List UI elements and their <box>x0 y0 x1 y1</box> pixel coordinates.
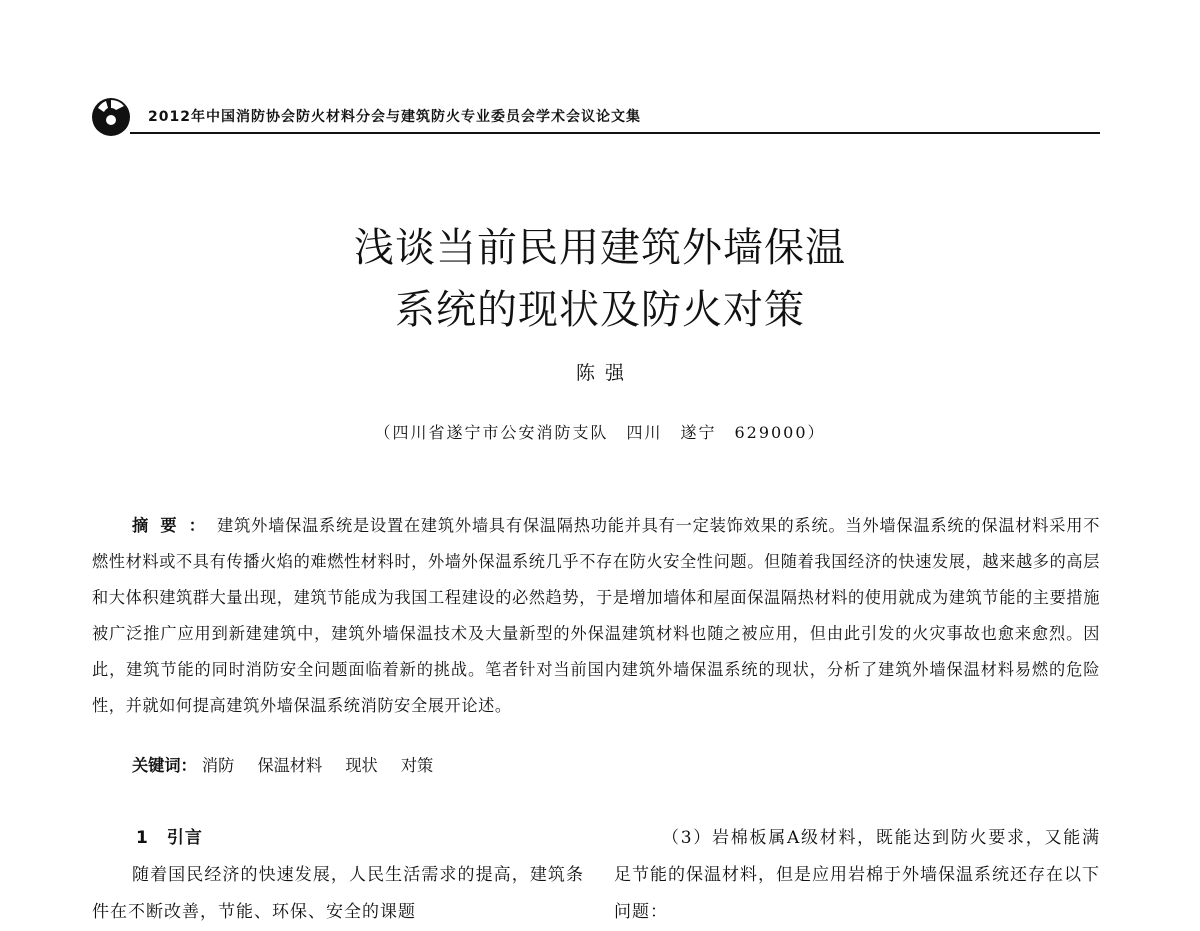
author-name: 陈强 <box>575 362 634 384</box>
running-title: 2012年中国消防协会防火材料分会与建筑防火专业委员会学术会议论文集 <box>148 109 641 125</box>
abstract-paragraph <box>92 508 1100 724</box>
keyword-item: 现状 <box>345 756 378 775</box>
body-paragraph: 随着国民经济的快速发展，人民生活需求的提高，建筑条件在不断改善，节能、环保、安全的课题 <box>92 865 584 922</box>
keyword-item: 保温材料 <box>257 756 323 775</box>
body-column-right <box>614 820 1100 931</box>
section-heading <box>92 820 584 857</box>
body-column-left <box>92 820 584 931</box>
abstract-text: 建筑外墙保温系统是设置在建筑外墙具有保温隔热功能并具有一定装饰效果的系统。当外墙保温系统的保温材料采用不燃性材料或不具有传播火焰的难燃性材料时，外墙外保温系统几乎不存在防火安全性问题。但随着我国经济的快速发展，越来越多的高层和大体积建筑群大量出现，建筑节能成为我国工程建设的必然趋势，于是增加墙体和屋面保温隔热材料的使用就成为建筑节能的主要措施被广泛推广应用到新建建筑中，建筑外墙保温技术及大量新型的外保温建筑材料也随之被应用，但由此引发的火灾事故也愈来愈烈。因此，建筑节能的同时消防安全问题面临着新的挑战。笔者针对当前国内建筑外墙保温系统的现状，分析了建筑外墙保温材料易燃的危险性，并就如何提高建筑外墙保温系统消防安全展开论述。 <box>92 516 1101 715</box>
header-rule <box>130 132 1100 134</box>
article-title-line-1: 浅谈当前民用建筑外墙保温 <box>354 225 846 271</box>
author-affiliation: （四川省遂宁市公安消防支队 四川 遂宁 629000） <box>374 423 826 442</box>
running-header <box>90 96 1100 138</box>
section-number: 1 <box>136 828 149 848</box>
section-title: 引言 <box>166 828 203 848</box>
emblem-logo <box>90 96 132 138</box>
keywords-label: 关键词： <box>132 756 197 775</box>
body-paragraph: （3）岩棉板属A级材料，既能达到防火要求，又能满足节能的保温材料，但是应用岩棉于外墙保温系统还存在以下问题： <box>614 828 1100 922</box>
abstract-label: 摘要： <box>132 516 218 535</box>
keyword-item: 对策 <box>400 756 434 775</box>
keywords-line <box>132 752 451 776</box>
article-title-line-2: 系统的现状及防火对策 <box>395 287 805 333</box>
keyword-item: 消防 <box>201 756 235 775</box>
